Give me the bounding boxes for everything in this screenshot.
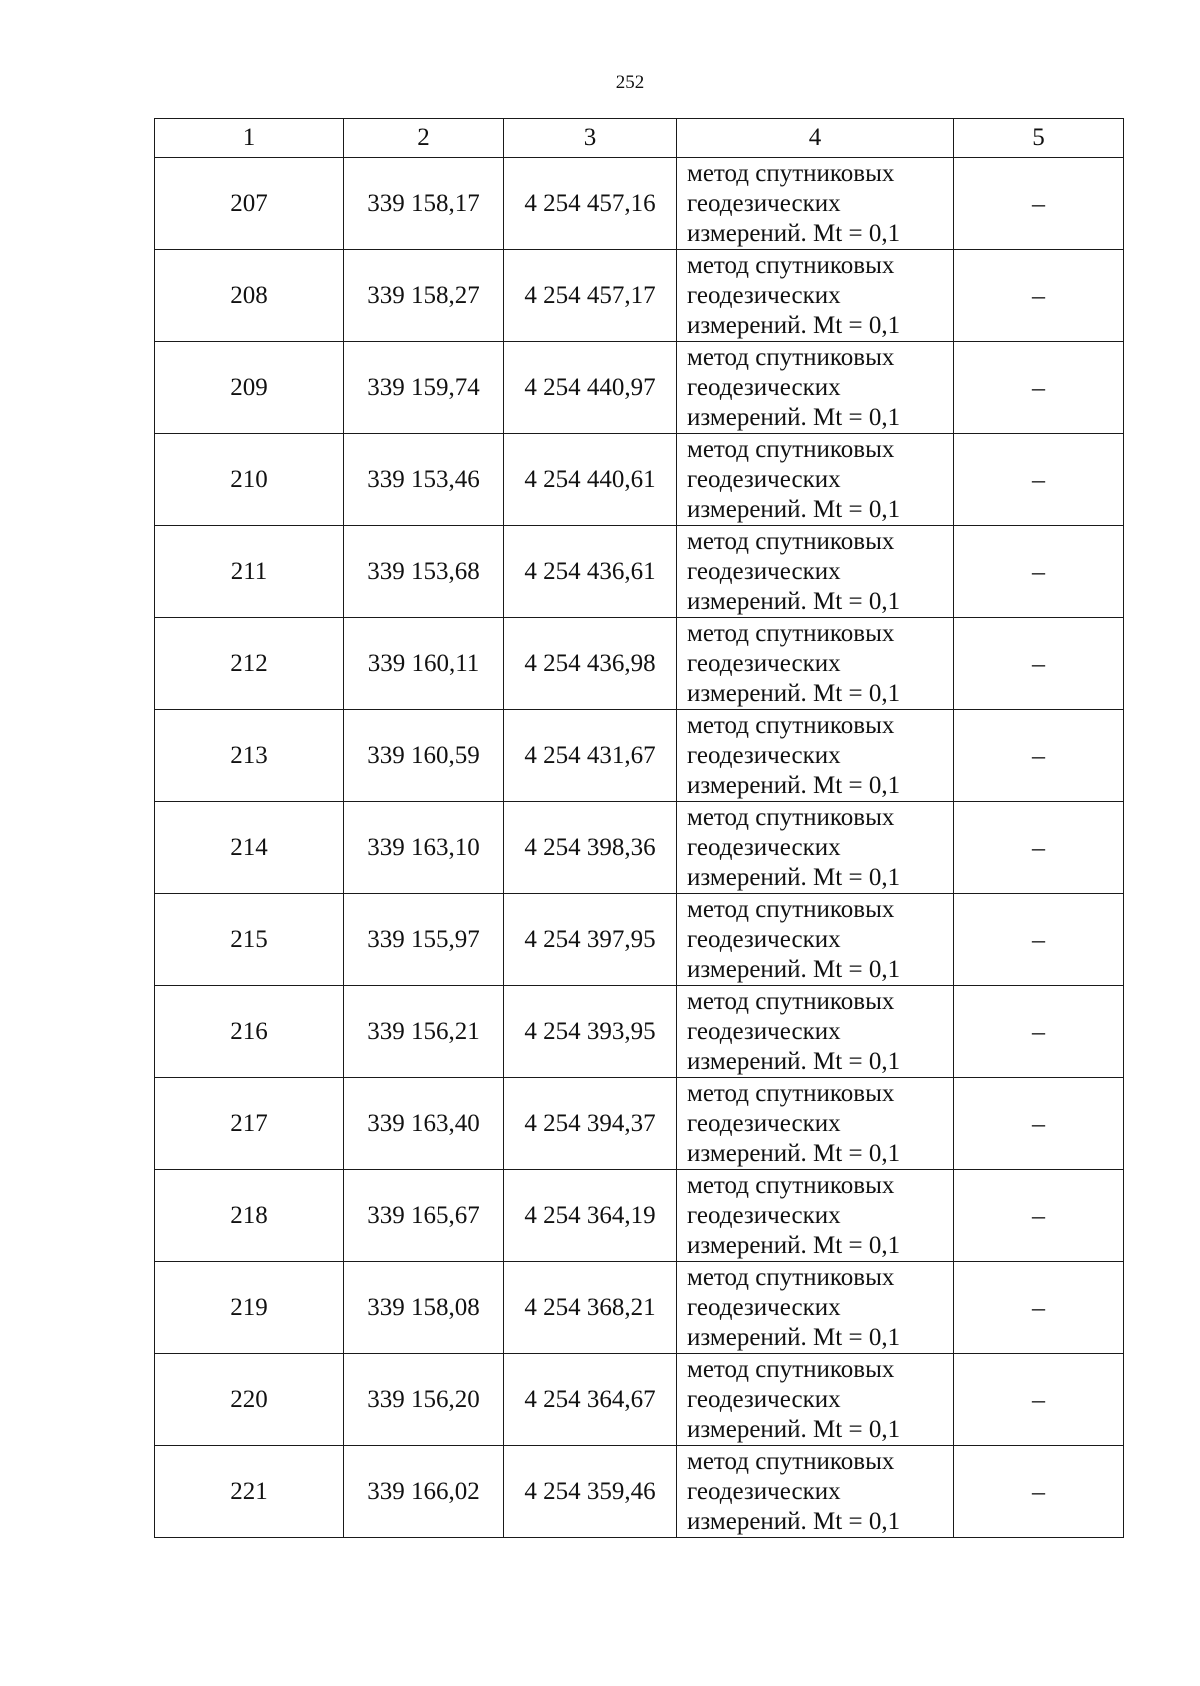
method-cell: метод спутниковых геодезических измерений. Mt = 0,1 bbox=[677, 250, 954, 342]
table-row bbox=[155, 618, 1124, 710]
x-coordinate-cell: 339 163,10 bbox=[344, 802, 504, 894]
note-cell: – bbox=[954, 802, 1124, 894]
method-cell: метод спутниковых геодезических измерений. Mt = 0,1 bbox=[677, 618, 954, 710]
point-number-cell: 216 bbox=[155, 986, 344, 1078]
table-row bbox=[155, 1354, 1124, 1446]
note-cell: – bbox=[954, 1078, 1124, 1170]
x-coordinate-cell: 339 155,97 bbox=[344, 894, 504, 986]
note-cell: – bbox=[954, 618, 1124, 710]
y-coordinate-cell: 4 254 393,95 bbox=[504, 986, 677, 1078]
x-coordinate-cell: 339 165,67 bbox=[344, 1170, 504, 1262]
table-row bbox=[155, 986, 1124, 1078]
table-row bbox=[155, 158, 1124, 250]
y-coordinate-cell: 4 254 368,21 bbox=[504, 1262, 677, 1354]
table-header-row bbox=[155, 119, 1124, 158]
y-coordinate-cell: 4 254 364,67 bbox=[504, 1354, 677, 1446]
note-cell: – bbox=[954, 526, 1124, 618]
point-number-cell: 209 bbox=[155, 342, 344, 434]
method-cell: метод спутниковых геодезических измерений. Mt = 0,1 bbox=[677, 1170, 954, 1262]
note-cell: – bbox=[954, 1170, 1124, 1262]
point-number-cell: 207 bbox=[155, 158, 344, 250]
x-coordinate-cell: 339 159,74 bbox=[344, 342, 504, 434]
y-coordinate-cell: 4 254 440,61 bbox=[504, 434, 677, 526]
x-coordinate-cell: 339 153,68 bbox=[344, 526, 504, 618]
x-coordinate-cell: 339 153,46 bbox=[344, 434, 504, 526]
table-row bbox=[155, 434, 1124, 526]
y-coordinate-cell: 4 254 457,16 bbox=[504, 158, 677, 250]
point-number-cell: 217 bbox=[155, 1078, 344, 1170]
point-number-cell: 215 bbox=[155, 894, 344, 986]
table-row bbox=[155, 1262, 1124, 1354]
method-cell: метод спутниковых геодезических измерений. Mt = 0,1 bbox=[677, 158, 954, 250]
column-header-5: 5 bbox=[954, 119, 1124, 158]
method-cell: метод спутниковых геодезических измерений. Mt = 0,1 bbox=[677, 802, 954, 894]
note-cell: – bbox=[954, 434, 1124, 526]
y-coordinate-cell: 4 254 436,61 bbox=[504, 526, 677, 618]
method-cell: метод спутниковых геодезических измерений. Mt = 0,1 bbox=[677, 434, 954, 526]
column-header-4: 4 bbox=[677, 119, 954, 158]
point-number-cell: 212 bbox=[155, 618, 344, 710]
note-cell: – bbox=[954, 710, 1124, 802]
x-coordinate-cell: 339 166,02 bbox=[344, 1446, 504, 1538]
table-row bbox=[155, 1446, 1124, 1538]
note-cell: – bbox=[954, 1262, 1124, 1354]
note-cell: – bbox=[954, 250, 1124, 342]
method-cell: метод спутниковых геодезических измерений. Mt = 0,1 bbox=[677, 894, 954, 986]
x-coordinate-cell: 339 160,11 bbox=[344, 618, 504, 710]
x-coordinate-cell: 339 160,59 bbox=[344, 710, 504, 802]
note-cell: – bbox=[954, 1354, 1124, 1446]
method-cell: метод спутниковых геодезических измерений. Mt = 0,1 bbox=[677, 1078, 954, 1170]
column-header-2: 2 bbox=[344, 119, 504, 158]
point-number-cell: 221 bbox=[155, 1446, 344, 1538]
y-coordinate-cell: 4 254 394,37 bbox=[504, 1078, 677, 1170]
table-row bbox=[155, 342, 1124, 434]
y-coordinate-cell: 4 254 440,97 bbox=[504, 342, 677, 434]
point-number-cell: 214 bbox=[155, 802, 344, 894]
method-cell: метод спутниковых геодезических измерений. Mt = 0,1 bbox=[677, 1446, 954, 1538]
method-cell: метод спутниковых геодезических измерений. Mt = 0,1 bbox=[677, 342, 954, 434]
method-cell: метод спутниковых геодезических измерений. Mt = 0,1 bbox=[677, 526, 954, 618]
table-row bbox=[155, 894, 1124, 986]
x-coordinate-cell: 339 163,40 bbox=[344, 1078, 504, 1170]
y-coordinate-cell: 4 254 431,67 bbox=[504, 710, 677, 802]
x-coordinate-cell: 339 156,21 bbox=[344, 986, 504, 1078]
point-number-cell: 219 bbox=[155, 1262, 344, 1354]
note-cell: – bbox=[954, 894, 1124, 986]
page-number: 252 bbox=[615, 72, 645, 93]
y-coordinate-cell: 4 254 364,19 bbox=[504, 1170, 677, 1262]
point-number-cell: 208 bbox=[155, 250, 344, 342]
point-number-cell: 211 bbox=[155, 526, 344, 618]
x-coordinate-cell: 339 158,27 bbox=[344, 250, 504, 342]
method-cell: метод спутниковых геодезических измерений. Mt = 0,1 bbox=[677, 1354, 954, 1446]
coordinates-table bbox=[154, 118, 1124, 1538]
note-cell: – bbox=[954, 1446, 1124, 1538]
note-cell: – bbox=[954, 986, 1124, 1078]
x-coordinate-cell: 339 158,08 bbox=[344, 1262, 504, 1354]
y-coordinate-cell: 4 254 359,46 bbox=[504, 1446, 677, 1538]
table-row bbox=[155, 710, 1124, 802]
point-number-cell: 213 bbox=[155, 710, 344, 802]
table-row bbox=[155, 802, 1124, 894]
table-row bbox=[155, 250, 1124, 342]
table-row bbox=[155, 526, 1124, 618]
y-coordinate-cell: 4 254 397,95 bbox=[504, 894, 677, 986]
table-body bbox=[155, 158, 1124, 1538]
point-number-cell: 218 bbox=[155, 1170, 344, 1262]
x-coordinate-cell: 339 158,17 bbox=[344, 158, 504, 250]
y-coordinate-cell: 4 254 436,98 bbox=[504, 618, 677, 710]
note-cell: – bbox=[954, 342, 1124, 434]
method-cell: метод спутниковых геодезических измерений. Mt = 0,1 bbox=[677, 1262, 954, 1354]
column-header-1: 1 bbox=[155, 119, 344, 158]
x-coordinate-cell: 339 156,20 bbox=[344, 1354, 504, 1446]
y-coordinate-cell: 4 254 398,36 bbox=[504, 802, 677, 894]
table-row bbox=[155, 1170, 1124, 1262]
point-number-cell: 220 bbox=[155, 1354, 344, 1446]
y-coordinate-cell: 4 254 457,17 bbox=[504, 250, 677, 342]
method-cell: метод спутниковых геодезических измерений. Mt = 0,1 bbox=[677, 986, 954, 1078]
note-cell: – bbox=[954, 158, 1124, 250]
column-header-3: 3 bbox=[504, 119, 677, 158]
method-cell: метод спутниковых геодезических измерений. Mt = 0,1 bbox=[677, 710, 954, 802]
table-row bbox=[155, 1078, 1124, 1170]
point-number-cell: 210 bbox=[155, 434, 344, 526]
